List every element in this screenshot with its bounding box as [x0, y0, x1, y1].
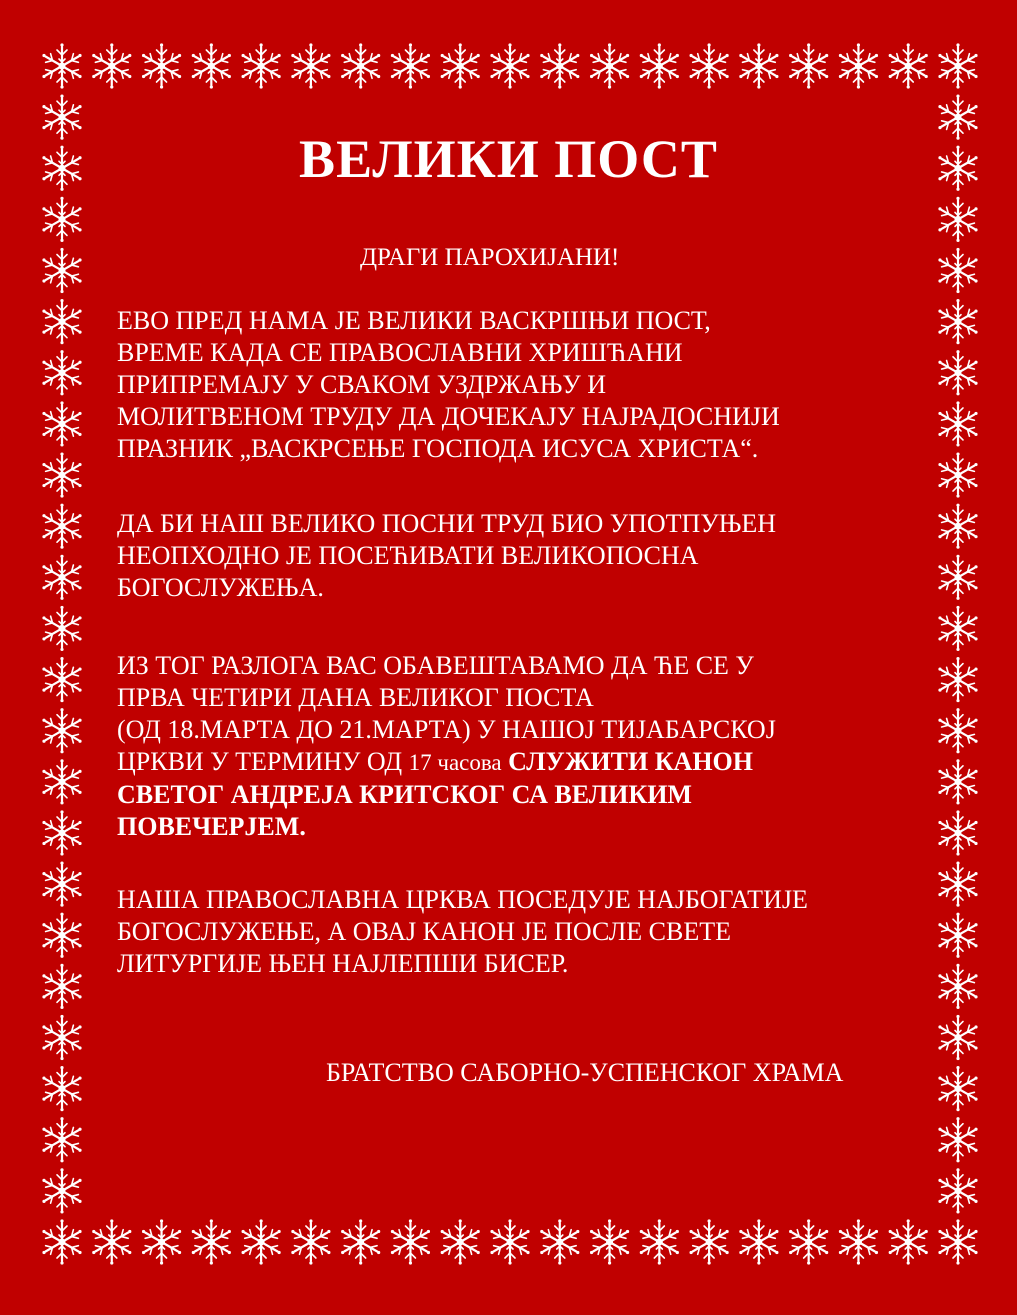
- snowflake-icon: [42, 401, 81, 446]
- paragraph-line: ИЗ ТОГ РАЗЛОГА ВАС ОБАВЕШТАВАМО ДА ЋЕ СЕ У: [117, 651, 754, 680]
- snowflake-icon: [42, 1015, 81, 1060]
- snowflake-icon: [42, 452, 81, 497]
- snowflake-icon: [42, 1117, 81, 1162]
- paragraph-line: ПРВА ЧЕТИРИ ДАНА ВЕЛИКОГ ПОСТА: [117, 683, 594, 712]
- service-name: ПОВЕЧЕРЈЕМ.: [117, 812, 306, 841]
- snowflake-icon: [938, 657, 977, 702]
- snowflake-icon: [789, 1219, 828, 1264]
- snowflake-icon: [839, 43, 878, 88]
- snowflake-icon: [42, 964, 81, 1009]
- snowflake-icon: [42, 555, 81, 600]
- snowflake-icon: [640, 43, 679, 88]
- snowflake-icon: [291, 1219, 330, 1264]
- snowflake-icon: [192, 1219, 231, 1264]
- snowflake-icon: [938, 759, 977, 804]
- page-title: ВЕЛИКИ ПОСТ: [299, 129, 718, 189]
- snowflake-icon: [938, 1015, 977, 1060]
- snowflake-icon: [938, 43, 977, 88]
- snowflake-icon: [590, 1219, 629, 1264]
- snowflake-icon: [938, 504, 977, 549]
- snowflake-icon: [938, 1219, 977, 1264]
- snowflake-icon: [42, 299, 81, 344]
- snowflake-icon: [42, 1168, 81, 1213]
- snowflake-icon: [739, 43, 778, 88]
- paragraph-line: ЛИТУРГИЈЕ ЊЕН НАЈЛЕПШИ БИСЕР.: [117, 949, 569, 978]
- snowflake-icon: [938, 810, 977, 855]
- snowflake-icon: [42, 1066, 81, 1111]
- snowflake-icon: [42, 913, 81, 958]
- snowflake-icon: [341, 1219, 380, 1264]
- snowflake-icon: [242, 1219, 281, 1264]
- snowflake-icon: [739, 1219, 778, 1264]
- snowflake-icon: [690, 43, 729, 88]
- snowflake-icon: [889, 43, 928, 88]
- snowflake-icon: [42, 1219, 81, 1264]
- snowflake-icon: [92, 1219, 131, 1264]
- snowflake-icon: [441, 1219, 480, 1264]
- service-time: 17 часова: [408, 750, 502, 775]
- paragraph-line: [117, 746, 907, 779]
- snowflake-icon: [242, 43, 281, 88]
- paragraph-line: ПРИПРЕМАЈУ У СВАКОМ УЗДРЖАЊУ И: [117, 370, 607, 399]
- snowflake-icon: [42, 504, 81, 549]
- snowflake-icon: [640, 1219, 679, 1264]
- snowflake-icon: [938, 197, 977, 242]
- snowflake-icon: [42, 861, 81, 906]
- snowflake-icon: [938, 913, 977, 958]
- paragraph-line: ЕВО ПРЕД НАМА ЈЕ ВЕЛИКИ ВАСКРШЊИ ПОСТ,: [117, 306, 711, 335]
- greeting: ДРАГИ ПАРОХИЈАНИ!: [360, 244, 620, 271]
- snowflake-icon: [42, 759, 81, 804]
- snowflake-icon: [938, 401, 977, 446]
- paragraph-line: ВРЕМЕ КАДА СЕ ПРАВОСЛАВНИ ХРИШЋАНИ: [117, 338, 683, 367]
- snowflake-icon: [142, 1219, 181, 1264]
- snowflake-icon: [938, 964, 977, 1009]
- snowflake-icon: [540, 1219, 579, 1264]
- snowflake-icon: [938, 350, 977, 395]
- snowflake-icon: [839, 1219, 878, 1264]
- snowflake-icon: [889, 1219, 928, 1264]
- snowflake-icon: [42, 606, 81, 651]
- snowflake-icon: [291, 43, 330, 88]
- snowflake-icon: [938, 708, 977, 753]
- snowflake-icon: [42, 43, 81, 88]
- snowflake-icon: [42, 197, 81, 242]
- snowflake-icon: [938, 248, 977, 293]
- snowflake-icon: [789, 43, 828, 88]
- snowflake-icon: [441, 43, 480, 88]
- snowflake-icon: [42, 350, 81, 395]
- paragraph-3: [117, 650, 907, 843]
- paragraph-line: ПРАЗНИК „ВАСКРСЕЊЕ ГОСПОДА ИСУСА ХРИСТА“.: [117, 434, 759, 463]
- snowflake-icon: [938, 1117, 977, 1162]
- paragraph-2: [117, 508, 907, 604]
- snowflake-icon: [938, 861, 977, 906]
- snowflake-icon: [490, 1219, 529, 1264]
- snowflake-icon: [938, 1168, 977, 1213]
- snowflake-icon: [938, 606, 977, 651]
- snowflake-icon: [938, 452, 977, 497]
- snowflake-icon: [490, 43, 529, 88]
- snowflake-icon: [938, 555, 977, 600]
- snowflake-icon: [42, 810, 81, 855]
- paragraph-4: [117, 884, 907, 980]
- service-name: СЛУЖИТИ КАНОН: [501, 747, 754, 776]
- paragraph-line: МОЛИТВЕНОМ ТРУДУ ДА ДОЧЕКАЈУ НАЈРАДОСНИЈИ: [117, 402, 780, 431]
- snowflake-icon: [391, 1219, 430, 1264]
- snowflake-icon: [92, 43, 131, 88]
- snowflake-icon: [690, 1219, 729, 1264]
- paragraph-line: БОГОСЛУЖЕЊА.: [117, 573, 324, 602]
- snowflake-icon: [192, 43, 231, 88]
- paragraph-line: (ОД 18.МАРТА ДО 21.МАРТА) У НАШОЈ ТИЈАБАРСКОЈ: [117, 715, 776, 744]
- snowflake-icon: [142, 43, 181, 88]
- snowflake-icon: [540, 43, 579, 88]
- paragraph-line: ДА БИ НАШ ВЕЛИКО ПОСНИ ТРУД БИО УПОТПУЊЕН: [117, 509, 777, 538]
- paragraph-line: БОГОСЛУЖЕЊЕ, А ОВАЈ КАНОН ЈЕ ПОСЛЕ СВЕТЕ: [117, 917, 731, 946]
- snowflake-icon: [391, 43, 430, 88]
- snowflake-icon: [590, 43, 629, 88]
- snowflake-icon: [938, 1066, 977, 1111]
- schedule-text: ЦРКВИ У ТЕРМИНУ ОД: [117, 747, 409, 776]
- service-name: СВЕТОГ АНДРЕЈА КРИТСКОГ СА ВЕЛИКИМ: [117, 780, 692, 809]
- snowflake-icon: [938, 299, 977, 344]
- signature: БРАТСТВО САБОРНО-УСПЕНСКОГ ХРАМА: [326, 1058, 844, 1087]
- paragraph-1: [117, 305, 907, 465]
- snowflake-icon: [42, 657, 81, 702]
- snowflake-icon: [341, 43, 380, 88]
- snowflake-icon: [42, 708, 81, 753]
- paragraph-line: НЕОПХОДНО ЈЕ ПОСЕЋИВАТИ ВЕЛИКОПОСНА: [117, 541, 699, 570]
- snowflake-icon: [42, 248, 81, 293]
- paragraph-line: НАША ПРАВОСЛАВНА ЦРКВА ПОСЕДУЈЕ НАЈБОГАТИЈЕ: [117, 885, 808, 914]
